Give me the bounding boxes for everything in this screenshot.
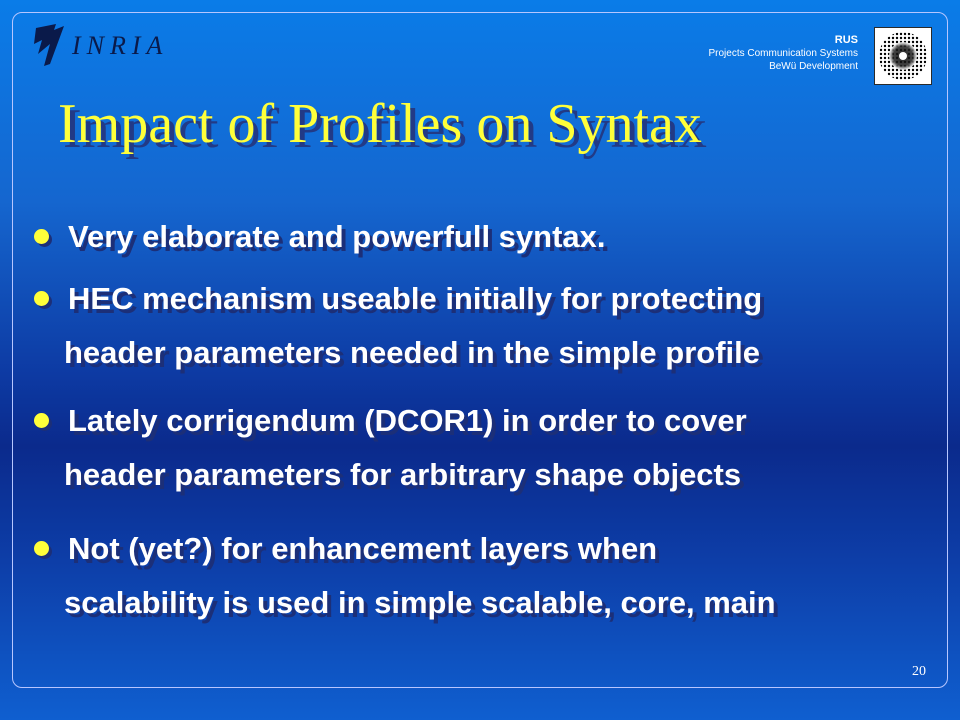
- org-title: RUS: [834, 34, 858, 46]
- bullet-item: [34, 210, 934, 264]
- slide-title: Impact of Profiles on Syntax: [58, 93, 702, 155]
- bullet-item: [34, 272, 934, 380]
- org-line-2: BeWü Development: [769, 61, 858, 72]
- inria-logo: [30, 20, 220, 70]
- svg-text:INRIA: INRIA: [72, 31, 169, 60]
- bullet-dot-icon: [34, 541, 49, 556]
- bullet-line: HEC mechanism useable initially for protecting: [68, 281, 763, 316]
- bullet-line-continued: scalability is used in simple scalable, core, main: [64, 585, 776, 620]
- bullet-line: Very elaborate and powerfull syntax.: [68, 219, 606, 254]
- university-seal-icon: [874, 27, 932, 85]
- bullet-dot-icon: [34, 291, 49, 306]
- bullet-line-continued: header parameters needed in the simple profile: [64, 335, 761, 370]
- bullet-dot-icon: [34, 413, 49, 428]
- bullet-line: Not (yet?) for enhancement layers when: [68, 531, 658, 566]
- bullet-item: [34, 394, 934, 502]
- org-line-1: Projects Communication Systems: [708, 48, 858, 59]
- bullet-line-continued: header parameters for arbitrary shape objects: [64, 457, 742, 492]
- org-info: [709, 34, 859, 73]
- bullet-item: [34, 522, 934, 630]
- page-number: 20: [912, 664, 926, 679]
- bullet-dot-icon: [34, 229, 49, 244]
- bullet-line: Lately corrigendum (DCOR1) in order to cover: [68, 403, 747, 438]
